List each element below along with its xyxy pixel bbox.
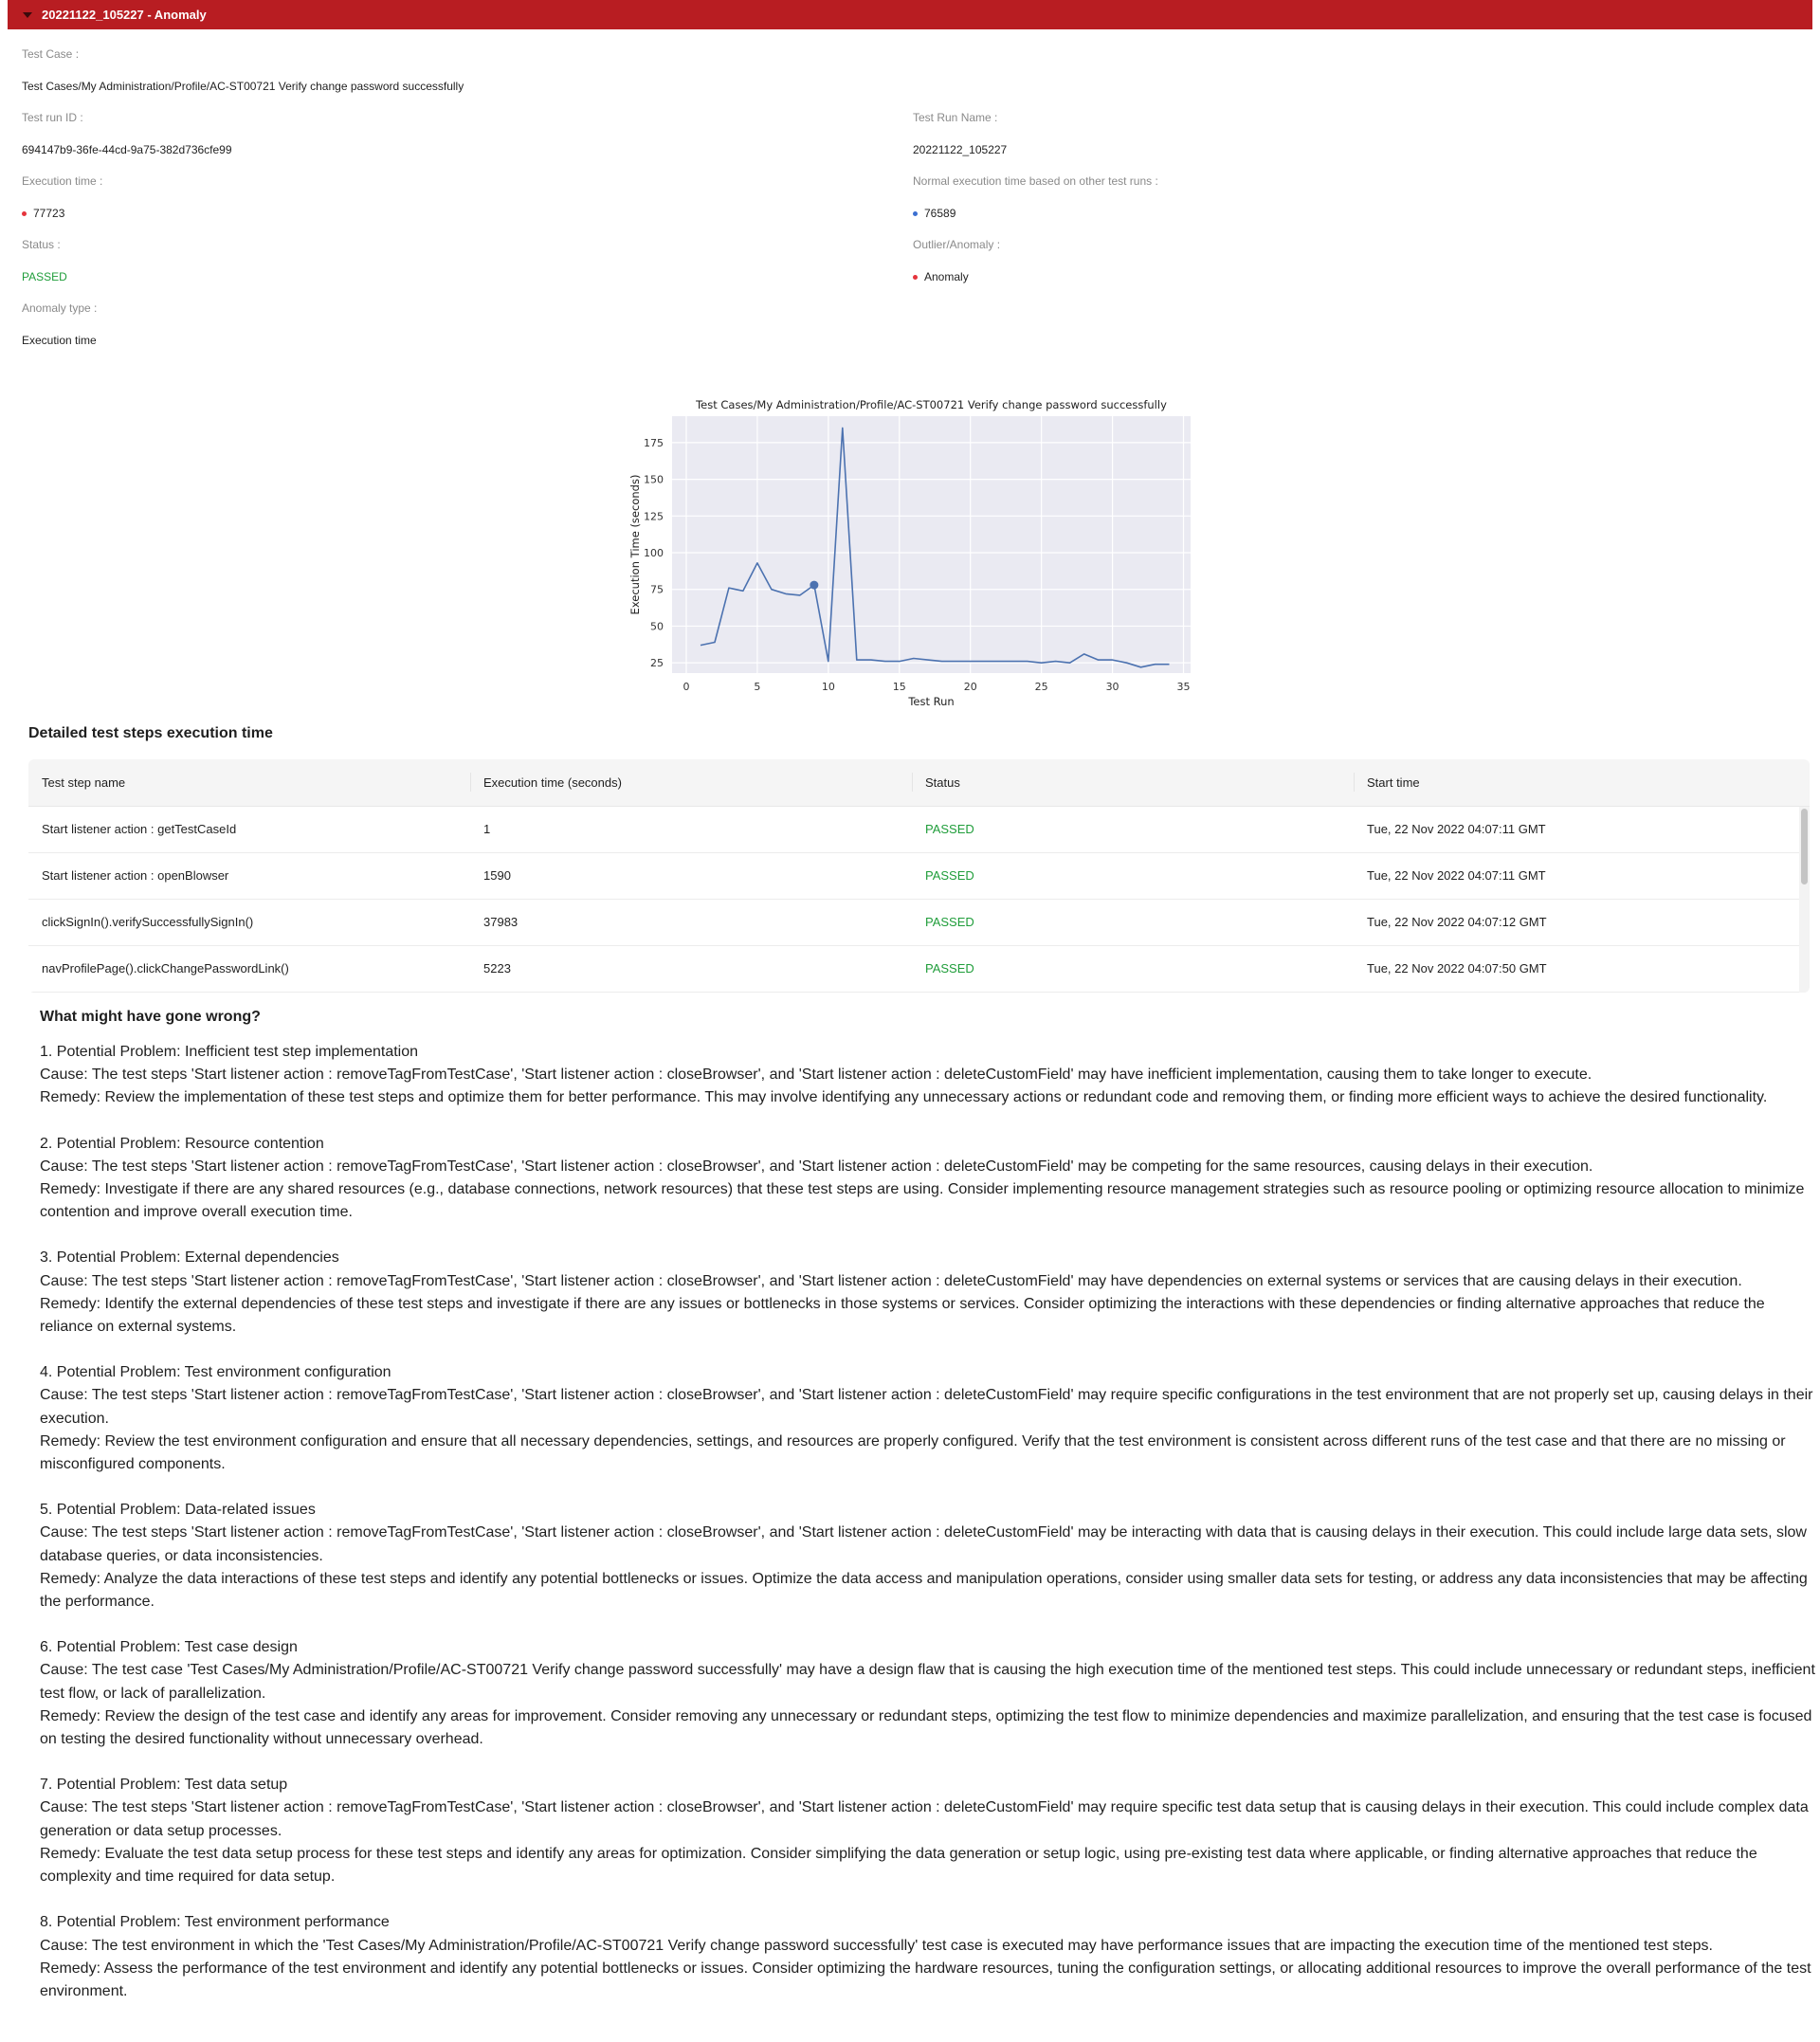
x-tick-label: 20: [963, 681, 977, 693]
problem-heading: 8. Potential Problem: Test environment performance: [40, 1914, 390, 1931]
problem-cause: Cause: The test steps 'Start listener action : removeTagFromTestCase', 'Start listener action : closeBrowser', and 'Start listener action : deleteCustomField' may require specific test data setup that is causing delays in their execution. This could include complex data generation or data setup processes.: [40, 1799, 1809, 1839]
current-run-point: [810, 581, 818, 590]
anomaly-panel: [8, 0, 1815, 2042]
step-name-cell: Start listener action : openBlowser: [42, 868, 229, 883]
problem-remedy: Remedy: Review the design of the test case and identify any areas for improvement. Consider removing any unnecessary or redundant steps, optimizing the test flow to minimize dependencies and maximize parallelization, and ensuring that the test case is focused on testing the desired functionality without unnecessary overhead.: [40, 1707, 1812, 1748]
status-cell: PASSED: [925, 961, 974, 975]
outlier-value: Anomaly: [924, 270, 969, 283]
problem-remedy: Remedy: Investigate if there are any shared resources (e.g., database connections, network resources) that these test steps are using. Consider implementing resource management strategies such as resource pooling or optimizing resource allocation to minimize contention and improve overall execution time.: [40, 1181, 1805, 1221]
y-tick-label: 125: [644, 510, 664, 523]
y-tick-label: 175: [644, 436, 664, 449]
problem-remedy: Remedy: Review the implementation of these test steps and optimize them for better performance. This may involve identifying any unnecessary actions or redundant code and removing them, or finding more efficient ways to achieve the desired functionality.: [40, 1089, 1768, 1106]
caret-down-icon[interactable]: [23, 12, 32, 18]
normal-dot-icon: [913, 211, 918, 216]
normal-time-value: 76589: [924, 207, 956, 220]
table-row[interactable]: [28, 900, 1800, 946]
table-row[interactable]: [28, 853, 1800, 900]
run-name-label: Test Run Name :: [913, 111, 998, 124]
y-tick-label: 150: [644, 473, 664, 486]
exec-time-label: Execution time :: [22, 174, 103, 188]
anomaly-type-label: Anomaly type :: [22, 301, 98, 315]
y-axis-label: Execution Time (seconds): [628, 474, 642, 615]
outlier-label: Outlier/Anomaly :: [913, 238, 1001, 251]
status-label: Status :: [22, 238, 61, 251]
x-tick-label: 10: [821, 681, 835, 693]
table-scrollbar[interactable]: [1799, 807, 1810, 993]
test-case-value: Test Cases/My Administration/Profile/AC-ST00721 Verify change password successfully: [22, 80, 464, 93]
problem-cause: Cause: The test steps 'Start listener action : removeTagFromTestCase', 'Start listener action : closeBrowser', and 'Start listener action : deleteCustomField' may be interacting with data that is causing delays in their execution. This could include large data sets, slow database queries, or data inconsistencies.: [40, 1524, 1807, 1564]
problem-item: [40, 1133, 1820, 1225]
problem-remedy: Remedy: Review the test environment configuration and ensure that all necessary dependencies, settings, and resources are properly configured. Verify that the test environment is consistent across different runs of the test case and that there are no missing or misconfigured components.: [40, 1432, 1786, 1473]
execution-time-chart-svg: [614, 389, 1202, 711]
column-divider: [1354, 773, 1355, 792]
column-divider: [470, 773, 471, 792]
y-tick-label: 100: [644, 547, 664, 560]
execution-time-chart: [614, 389, 1202, 711]
table-row[interactable]: [28, 807, 1800, 853]
panel-title: 20221122_105227 - Anomaly: [42, 8, 207, 22]
problem-item: [40, 1247, 1820, 1339]
normal-time-row: [913, 207, 956, 220]
exec-time-row: [22, 207, 64, 220]
x-tick-label: 35: [1176, 681, 1191, 693]
step-name-cell: Start listener action : getTestCaseId: [42, 822, 237, 836]
x-axis-label: Test Run: [908, 695, 955, 708]
start-time-cell: Tue, 22 Nov 2022 04:07:11 GMT: [1367, 868, 1546, 883]
status-cell: PASSED: [925, 822, 974, 836]
steps-section-title: Detailed test steps execution time: [28, 725, 273, 741]
start-time-cell: Tue, 22 Nov 2022 04:07:11 GMT: [1367, 822, 1546, 836]
problem-heading: 7. Potential Problem: Test data setup: [40, 1777, 288, 1794]
table-row[interactable]: [28, 946, 1800, 993]
start-time-cell: Tue, 22 Nov 2022 04:07:50 GMT: [1367, 961, 1547, 975]
run-id-label: Test run ID :: [22, 111, 83, 124]
run-name-value: 20221122_105227: [913, 143, 1008, 156]
status-value: PASSED: [22, 270, 67, 283]
problem-heading: 5. Potential Problem: Data-related issues: [40, 1502, 316, 1519]
problem-heading: 6. Potential Problem: Test case design: [40, 1639, 298, 1656]
problem-remedy: Remedy: Evaluate the test data setup process for these test steps and identify any areas for optimization. Consider simplifying the data generation or setup logic, using pre-existing test data where applicable, or finding alternative approaches that reduce the complexity and time required for data setup.: [40, 1845, 1757, 1886]
x-tick-label: 5: [754, 681, 761, 693]
y-tick-label: 75: [650, 583, 664, 596]
exec-time-cell: 1590: [483, 868, 511, 883]
problem-remedy: Remedy: Assess the performance of the test environment and identify any potential bottlenecks or issues. Consider optimizing the hardware resources, tuning the configuration settings, or allocating additional resources to improve the overall performance of the test environment.: [40, 1960, 1811, 1999]
scrollbar-thumb[interactable]: [1801, 809, 1808, 884]
steps-table: [28, 759, 1810, 993]
start-time-cell: Tue, 22 Nov 2022 04:07:12 GMT: [1367, 915, 1547, 929]
problem-cause: Cause: The test steps 'Start listener action : removeTagFromTestCase', 'Start listener action : closeBrowser', and 'Start listener action : deleteCustomField' may have inefficient implementation, causing them to take longer to execute.: [40, 1067, 1592, 1084]
x-tick-label: 30: [1105, 681, 1119, 693]
problem-item: [40, 1636, 1820, 1751]
anomaly-type-value: Execution time: [22, 334, 97, 347]
problem-item: [40, 1499, 1820, 1614]
problem-item: [40, 1361, 1820, 1476]
status-cell: PASSED: [925, 915, 974, 929]
normal-time-label: Normal execution time based on other test runs :: [913, 174, 1158, 188]
problem-heading: 4. Potential Problem: Test environment configuration: [40, 1364, 391, 1381]
column-header-status[interactable]: Status: [925, 775, 960, 790]
x-tick-label: 0: [682, 681, 690, 693]
column-header-step-name[interactable]: Test step name: [42, 775, 126, 790]
problem-item: [40, 1774, 1820, 1888]
problem-cause: Cause: The test environment in which the 'Test Cases/My Administration/Profile/AC-ST00721 Verify change password successfully' test case is executed may have performance issues that are impacting the execution time of the mentioned test steps.: [40, 1937, 1713, 1954]
problem-cause: Cause: The test steps 'Start listener action : removeTagFromTestCase', 'Start listener action : closeBrowser', and 'Start listener action : deleteCustomField' may require specific configurations in the test environment that are not properly set up, causing delays in their execution.: [40, 1387, 1813, 1427]
problem-cause: Cause: The test case 'Test Cases/My Administration/Profile/AC-ST00721 Verify change password successfully' may have a design flaw that is causing the high execution time of the mentioned test steps. This could include unnecessary or redundant steps, inefficient test flow, or lack of parallelization.: [40, 1662, 1815, 1702]
panel-header[interactable]: [8, 0, 1812, 29]
problem-heading: 1. Potential Problem: Inefficient test step implementation: [40, 1044, 419, 1060]
step-name-cell: clickSignIn().verifySuccessfullySignIn(): [42, 915, 254, 929]
outlier-row: [913, 270, 969, 283]
x-tick-label: 15: [892, 681, 906, 693]
problem-remedy: Remedy: Analyze the data interactions of these test steps and identify any potential bottlenecks or issues. Optimize the data access and manipulation operations, consider using smaller data sets for testing, or address any data inconsistencies that may be affecting the performance.: [40, 1570, 1808, 1611]
anomaly-dot-icon: [22, 211, 27, 216]
run-id-value: 694147b9-36fe-44cd-9a75-382d736cfe99: [22, 143, 232, 156]
exec-time-cell: 5223: [483, 961, 511, 975]
exec-time-cell: 1: [483, 822, 491, 836]
column-header-exec-time[interactable]: Execution time (seconds): [483, 775, 622, 790]
anomaly-dot-icon: [913, 275, 918, 280]
exec-time-cell: 37983: [483, 915, 519, 929]
problem-cause: Cause: The test steps 'Start listener action : removeTagFromTestCase', 'Start listener action : closeBrowser', and 'Start listener action : deleteCustomField' may be competing for the same resources, causing delays in their execution.: [40, 1158, 1593, 1175]
problem-heading: 3. Potential Problem: External dependencies: [40, 1249, 339, 1267]
analysis-section: [40, 1007, 1820, 2026]
problem-remedy: Remedy: Identify the external dependencies of these test steps and investigate if there are any issues or bottlenecks in those systems or services. Consider optimizing the interactions with these dependencies or finding alternative approaches that reduce the reliance on external systems.: [40, 1295, 1765, 1336]
exec-time-value: 77723: [33, 207, 65, 220]
problem-item: [40, 1041, 1820, 1110]
status-cell: PASSED: [925, 868, 974, 883]
test-case-label: Test Case :: [22, 47, 80, 61]
y-tick-label: 25: [650, 657, 664, 670]
column-header-start-time[interactable]: Start time: [1367, 775, 1420, 790]
y-tick-label: 50: [650, 620, 664, 633]
problem-cause: Cause: The test steps 'Start listener action : removeTagFromTestCase', 'Start listener action : closeBrowser', and 'Start listener action : deleteCustomField' may have dependencies on external systems or services that are causing delays in their execution.: [40, 1272, 1742, 1289]
column-divider: [912, 773, 913, 792]
x-tick-label: 25: [1034, 681, 1048, 693]
chart-title: Test Cases/My Administration/Profile/AC-ST00721 Verify change password successfully: [696, 398, 1167, 411]
problem-item: [40, 1911, 1820, 2003]
problem-heading: 2. Potential Problem: Resource contention: [40, 1135, 324, 1152]
analysis-title: What might have gone wrong?: [40, 1009, 261, 1025]
table-header: [28, 759, 1810, 807]
step-name-cell: navProfilePage().clickChangePasswordLink(): [42, 961, 289, 975]
